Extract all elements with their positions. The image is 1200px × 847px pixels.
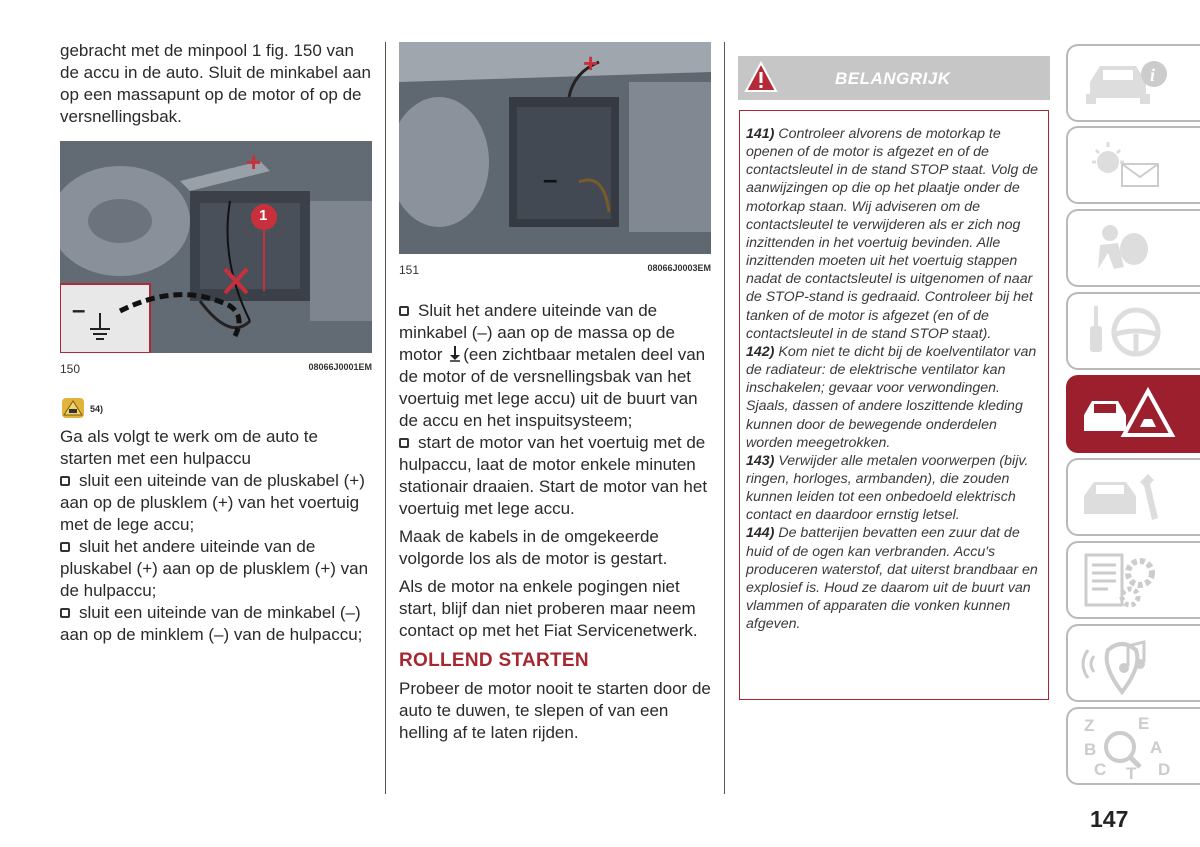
index-icon	[1078, 715, 1178, 779]
tab-technical-data[interactable]	[1066, 541, 1200, 619]
figure-150	[60, 141, 372, 353]
step-item	[399, 300, 711, 432]
index-letter: E	[1138, 715, 1150, 733]
intro-text: gebracht met de minpool 1 fig. 150 van de accu in de auto. Sluit de minkabel aan op een massapunt op de motor of op de versnellingsbak.	[60, 41, 371, 126]
step-item	[60, 602, 372, 646]
index-letter: Z	[1084, 716, 1095, 735]
step-text: sluit het andere uiteinde van de pluskabel (+) aan op de plusklem (+) van de hulpaccu;	[60, 537, 369, 600]
warning-reference	[60, 398, 120, 420]
figure-number: 151	[399, 263, 420, 277]
warning-title: BELANGRIJK	[835, 69, 951, 88]
step-text: Sluit het andere uiteinde van de minkabel (–) aan op de massa op de motor	[399, 301, 675, 364]
ground-symbol-icon	[449, 346, 461, 362]
column-divider	[724, 42, 725, 794]
battery-photo-150	[60, 141, 372, 353]
technical-data-icon	[1078, 549, 1178, 613]
figure-150-caption	[60, 362, 372, 378]
checkbox-bullet-icon	[60, 542, 70, 552]
index-letter: C	[1094, 760, 1107, 779]
checkbox-bullet-icon	[399, 306, 409, 316]
emergency-icon	[1078, 383, 1178, 447]
index-letter: A	[1150, 738, 1163, 757]
minus-label: –	[72, 297, 86, 324]
step-text-continued: (een zichtbaar metalen deel van de motor of de versnellingsbak van het voertuig met lege accu) uit de buurt van de accu en het inspuitsysteem;	[399, 345, 706, 430]
warning-item-text: De batterijen bevatten een zuur dat de huid of de ogen kan verbranden. Accu's produceren waterstof, dat uiterst brandbaar en explosief is. Houd ze daarom uit de buurt van vlammen of apparaten die vonken kunnen afgeven.	[746, 525, 1038, 633]
warning-car-icon	[62, 398, 84, 418]
figure-151	[399, 42, 711, 254]
warning-item	[746, 343, 1046, 452]
tab-key-steering[interactable]	[1066, 292, 1200, 370]
step-text: sluit een uiteinde van de pluskabel (+) aan op de plusklem (+) van het voertuig met de lege accu;	[60, 471, 365, 534]
page-number: 147	[1090, 806, 1129, 832]
mid-text-block	[399, 300, 711, 642]
warning-text	[746, 125, 1046, 633]
section-heading: ROLLEND STARTEN	[399, 650, 589, 671]
plus-label: +	[246, 147, 262, 177]
step-item	[60, 536, 372, 602]
warning-item	[746, 524, 1046, 633]
warning-item-number: 143)	[746, 452, 775, 469]
tab-safety[interactable]	[1066, 209, 1200, 287]
intro-paragraph	[60, 40, 372, 128]
warning-ref-number: 54)	[90, 404, 104, 414]
tab-car-service[interactable]	[1066, 458, 1200, 536]
figure-number: 150	[60, 362, 81, 376]
car-info-icon	[1078, 52, 1178, 116]
steps-block	[60, 426, 372, 646]
warning-content	[739, 110, 1049, 700]
column-divider	[385, 42, 386, 794]
step-text: start de motor van het voertuig met de hulpaccu, laat de motor enkele minuten stationair draaien. Start de motor van het voertuig met lege accu.	[399, 433, 708, 518]
warning-item-text: Kom niet te dicht bij de koelventilator van de radiateur: de elektrische ventilator kan inschakelen; gevaar voor verwondingen. Sjaals, dassen of andere loszittende kleding kunnen door de bewegende onderdelen worden meegetrokken.	[746, 343, 1037, 451]
figure-151-caption	[399, 263, 711, 279]
warning-triangle-icon	[744, 61, 778, 95]
step-text: sluit een uiteinde van de minkabel (–) aan op de minklem (–) van de hulpaccu;	[60, 603, 363, 644]
warning-item	[746, 125, 1046, 343]
plus-label: +	[583, 48, 599, 78]
multimedia-icon	[1078, 632, 1178, 696]
steps-intro: Ga als volgt te werk om de auto te starten met een hulpaccu	[60, 427, 318, 468]
battery-photo-151	[399, 42, 711, 254]
checkbox-bullet-icon	[399, 438, 409, 448]
key-steering-icon	[1078, 300, 1178, 364]
callout-number: 1	[259, 207, 268, 224]
warning-item-text: Verwijder alle metalen voorwerpen (bijv. ringen, horloges, armbanden), die zouden kunnen leiden tot een onbedoeld elektrisch contact en daardoor ernstig letsel.	[746, 452, 1029, 524]
warning-item-number: 142)	[746, 343, 775, 360]
figure-code: 08066J0003EM	[647, 263, 711, 273]
step-item	[60, 470, 372, 536]
checkbox-bullet-icon	[60, 476, 70, 486]
step-item	[399, 432, 711, 520]
warning-item-text: Controleer alvorens de motorkap te openen of de motor is afgezet en of de contactsleutel in de stand STOP staat. Volg de aanwijzingen op die op het plaatje onder de motorkap staan. Wij adviseren om de contactsleutel te verwijderen als er zich nog inzittenden in het voertuig bevinden. Alle inzittenden moeten uit het voertuig stappen nadat de contactsleutel is uitgenomen of naar de STOP-stand is gedraaid. Controleer bij het tanken of de motor is afgezet (en of de contactsleutel in de stand STOP staat).	[746, 126, 1039, 342]
figure-code: 08066J0001EM	[308, 362, 372, 372]
warning-header	[738, 56, 1050, 100]
dashboard-lights-icon	[1078, 134, 1178, 198]
car-service-icon	[1078, 466, 1178, 530]
index-letter: B	[1084, 740, 1097, 759]
index-letter: T	[1126, 764, 1137, 779]
safety-airbag-icon	[1078, 217, 1178, 281]
tab-emergency[interactable]	[1066, 375, 1200, 453]
warning-item-number: 144)	[746, 525, 775, 542]
warning-item-number: 141)	[746, 126, 775, 142]
tab-car-info[interactable]	[1066, 44, 1200, 122]
paragraph: Maak de kabels in de omgekeerde volgorde los als de motor is gestart.	[399, 527, 668, 568]
tab-index[interactable]	[1066, 707, 1200, 785]
rollend-starten-text	[399, 678, 711, 744]
minus-label: –	[543, 164, 558, 194]
paragraph: Als de motor na enkele pogingen niet start, blijf dan niet proberen maar neem contact op met het Fiat Servicenetwerk.	[399, 577, 698, 640]
warning-item	[746, 452, 1046, 525]
important-warning-box	[738, 56, 1050, 698]
svg-text:i: i	[1150, 65, 1156, 85]
paragraph: Probeer de motor nooit te starten door de auto te duwen, te slepen of van een helling af te laten rijden.	[399, 679, 711, 742]
tab-multimedia[interactable]	[1066, 624, 1200, 702]
tab-dashboard-lights[interactable]	[1066, 126, 1200, 204]
index-letter: D	[1158, 760, 1171, 779]
checkbox-bullet-icon	[60, 608, 70, 618]
